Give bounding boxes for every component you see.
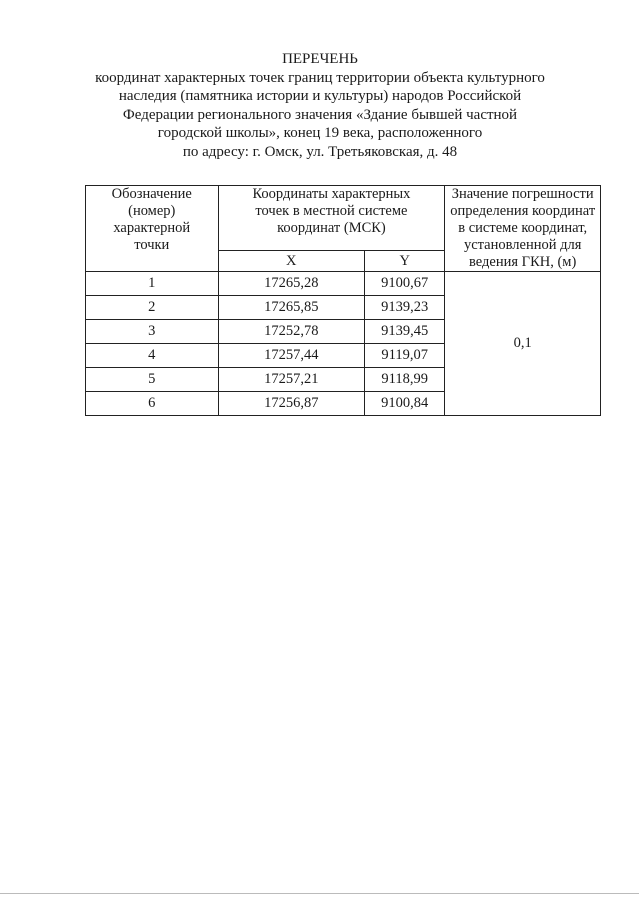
header-text-line: ведения ГКН, (м) bbox=[469, 254, 577, 270]
point-number-cell: 6 bbox=[86, 392, 219, 416]
point-number-cell: 2 bbox=[86, 296, 219, 320]
y-coordinate-cell: 9139,45 bbox=[365, 320, 445, 344]
header-y: Y bbox=[365, 251, 445, 272]
x-coordinate-cell: 17265,28 bbox=[218, 272, 365, 296]
y-coordinate-cell: 9119,07 bbox=[365, 344, 445, 368]
x-coordinate-cell: 17265,85 bbox=[218, 296, 365, 320]
document-subtitle-line: наследия (памятника истории и культуры) народов Российской bbox=[118, 88, 522, 104]
page-bottom-rule bbox=[0, 893, 639, 894]
x-coordinate-cell: 17256,87 bbox=[218, 392, 365, 416]
document-subtitle-line: координат характерных точек границ территории объекта культурного bbox=[95, 69, 545, 86]
header-coordinates-msk bbox=[218, 186, 445, 251]
point-number-cell: 4 bbox=[86, 344, 219, 368]
point-number-cell: 1 bbox=[86, 272, 219, 296]
header-error-value bbox=[445, 186, 601, 272]
y-coordinate-cell: 9100,84 bbox=[365, 392, 445, 416]
header-text-line: точек в местной системе bbox=[255, 203, 408, 219]
y-coordinate-cell: 9139,23 bbox=[365, 296, 445, 320]
error-value-cell: 0,1 bbox=[445, 272, 601, 416]
header-text-line: Обозначение bbox=[111, 186, 192, 202]
header-text-line: установленной для bbox=[463, 237, 582, 253]
document-subtitle-line: городской школы», конец 19 века, расположенного bbox=[157, 125, 483, 141]
header-x: X bbox=[218, 251, 365, 272]
document-heading: ПЕРЕЧЕНЬ bbox=[282, 51, 358, 67]
header-point-number bbox=[86, 186, 219, 272]
header-text-line: характерной bbox=[113, 220, 191, 236]
document-subtitle-line: по адресу: г. Омск, ул. Третьяковская, д. 48 bbox=[182, 143, 458, 160]
header-text-line: в системе координат, bbox=[458, 220, 588, 236]
table-row bbox=[86, 272, 601, 296]
point-number-cell: 5 bbox=[86, 368, 219, 392]
header-text-line: определения координат bbox=[450, 203, 596, 219]
point-number-cell: 3 bbox=[86, 320, 219, 344]
document-title-block bbox=[60, 50, 580, 161]
y-coordinate-cell: 9100,67 bbox=[365, 272, 445, 296]
header-text-line: (номер) bbox=[128, 203, 176, 219]
coordinates-table bbox=[85, 185, 601, 416]
y-coordinate-cell: 9118,99 bbox=[365, 368, 445, 392]
header-text-line: Координаты характерных bbox=[252, 186, 411, 202]
header-text-line: координат (МСК) bbox=[277, 220, 386, 236]
header-text-line: точки bbox=[134, 237, 170, 253]
x-coordinate-cell: 17252,78 bbox=[218, 320, 365, 344]
x-coordinate-cell: 17257,21 bbox=[218, 368, 365, 392]
header-text-line: Значение погрешности bbox=[451, 186, 594, 202]
x-coordinate-cell: 17257,44 bbox=[218, 344, 365, 368]
document-subtitle-line: Федерации регионального значения «Здание бывшей частной bbox=[122, 106, 518, 123]
